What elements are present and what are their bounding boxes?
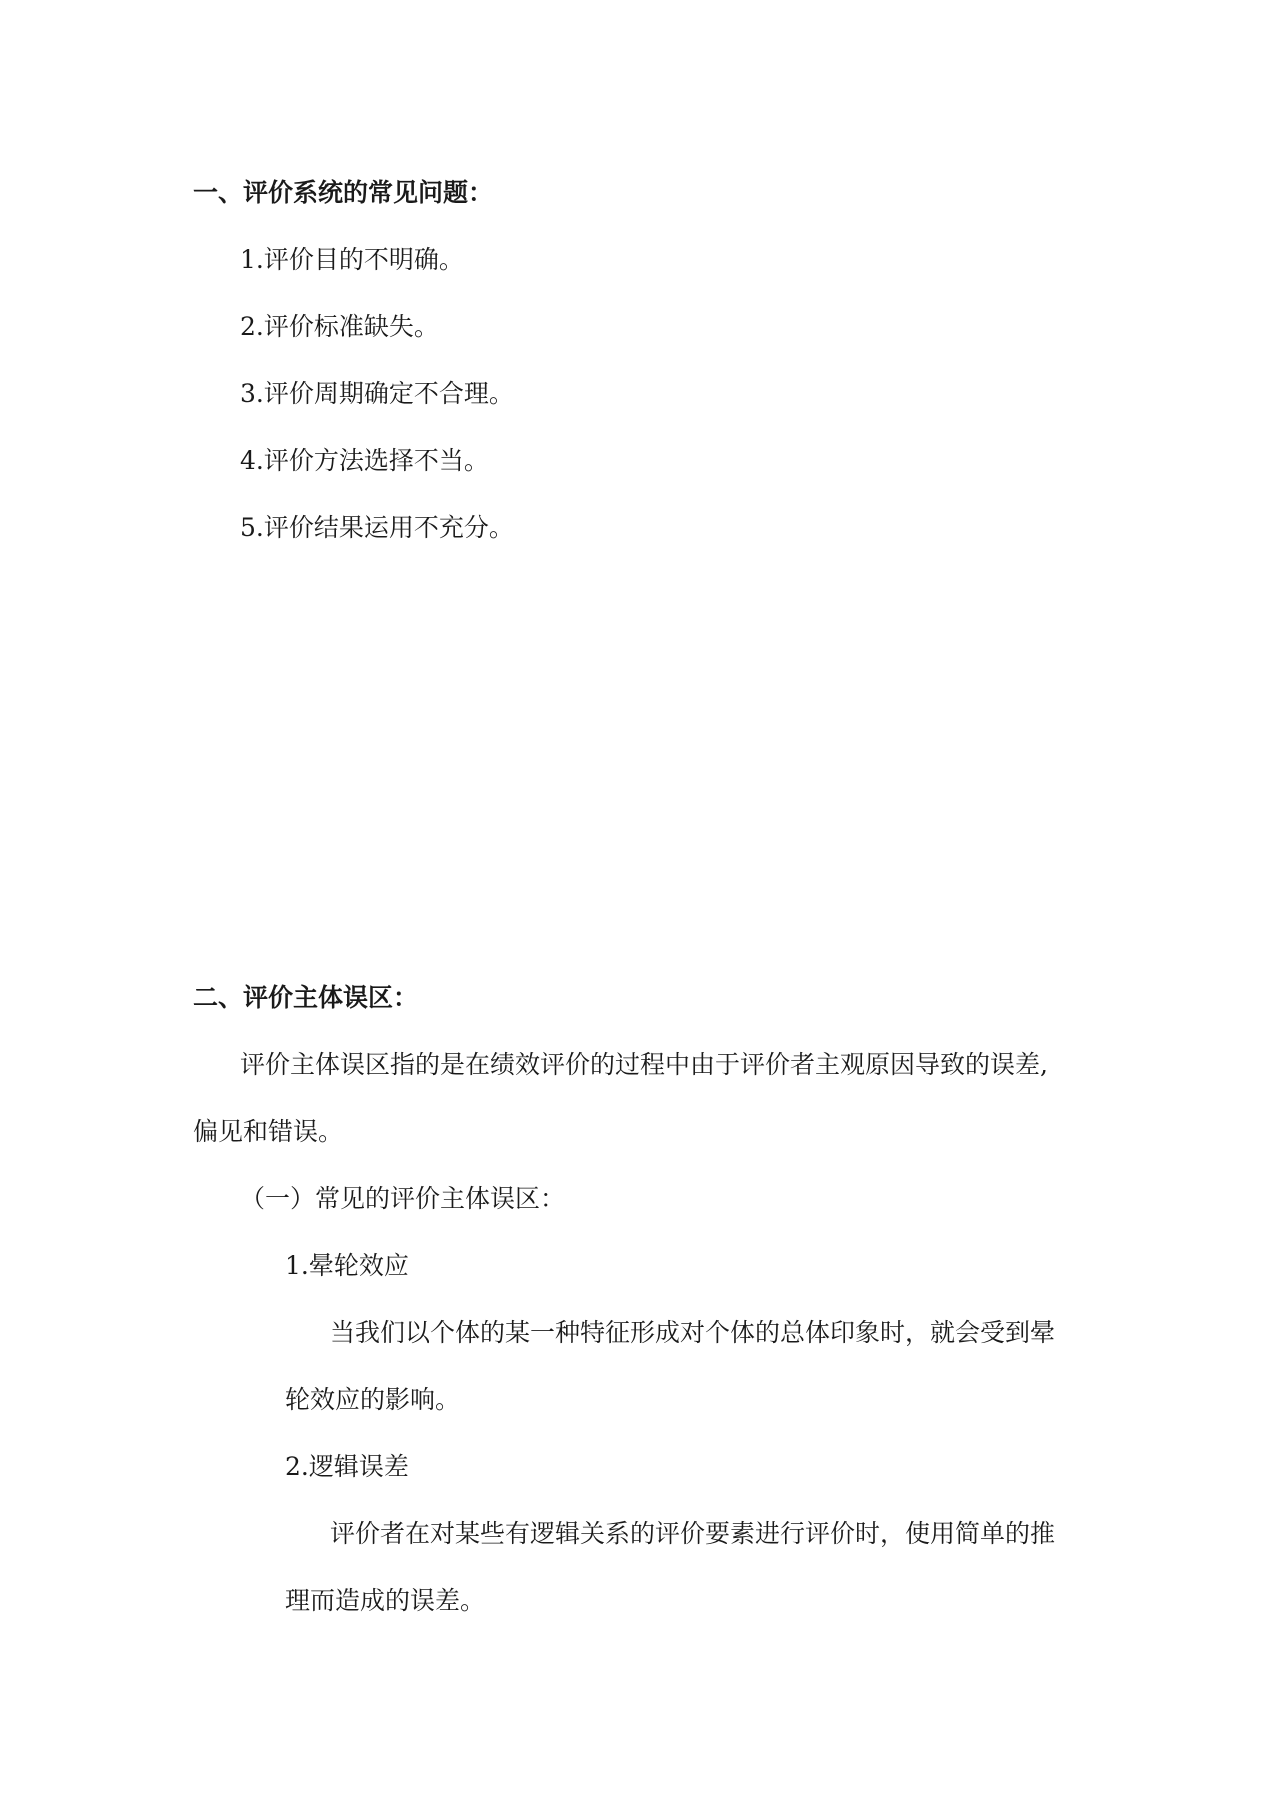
section1-item-5: 5.评价结果运用不充分。: [240, 513, 514, 542]
section2-intro-line-1: 评价主体误区指的是在绩效评价的过程中由于评价者主观原因导致的误差,: [240, 1050, 1048, 1079]
section2-heading: 二、评价主体误区：: [193, 983, 419, 1012]
section2-subheading: （一）常见的评价主体误区：: [240, 1184, 566, 1213]
entry-1-title: 1.晕轮效应: [285, 1251, 409, 1280]
section1-item-2: 2.评价标准缺失。: [240, 312, 439, 341]
entry-2-desc-line-1: 评价者在对某些有逻辑关系的评价要素进行评价时，使用简单的推: [330, 1519, 1056, 1548]
entry-1-desc-line-1: 当我们以个体的某一种特征形成对个体的总体印象时，就会受到晕: [330, 1318, 1056, 1347]
entry-2-title: 2.逻辑误差: [285, 1452, 409, 1481]
section1-item-3: 3.评价周期确定不合理。: [240, 379, 514, 408]
section1-item-4: 4.评价方法选择不当。: [240, 446, 489, 475]
entry-1-desc-line-2: 轮效应的影响。: [285, 1385, 461, 1414]
section2-intro-line-2: 偏见和错误。: [193, 1117, 344, 1146]
entry-2-desc-line-2: 理而造成的误差。: [285, 1586, 486, 1615]
section1-heading: 一、评价系统的常见问题：: [193, 178, 494, 207]
section1-item-1: 1.评价目的不明确。: [240, 245, 464, 274]
